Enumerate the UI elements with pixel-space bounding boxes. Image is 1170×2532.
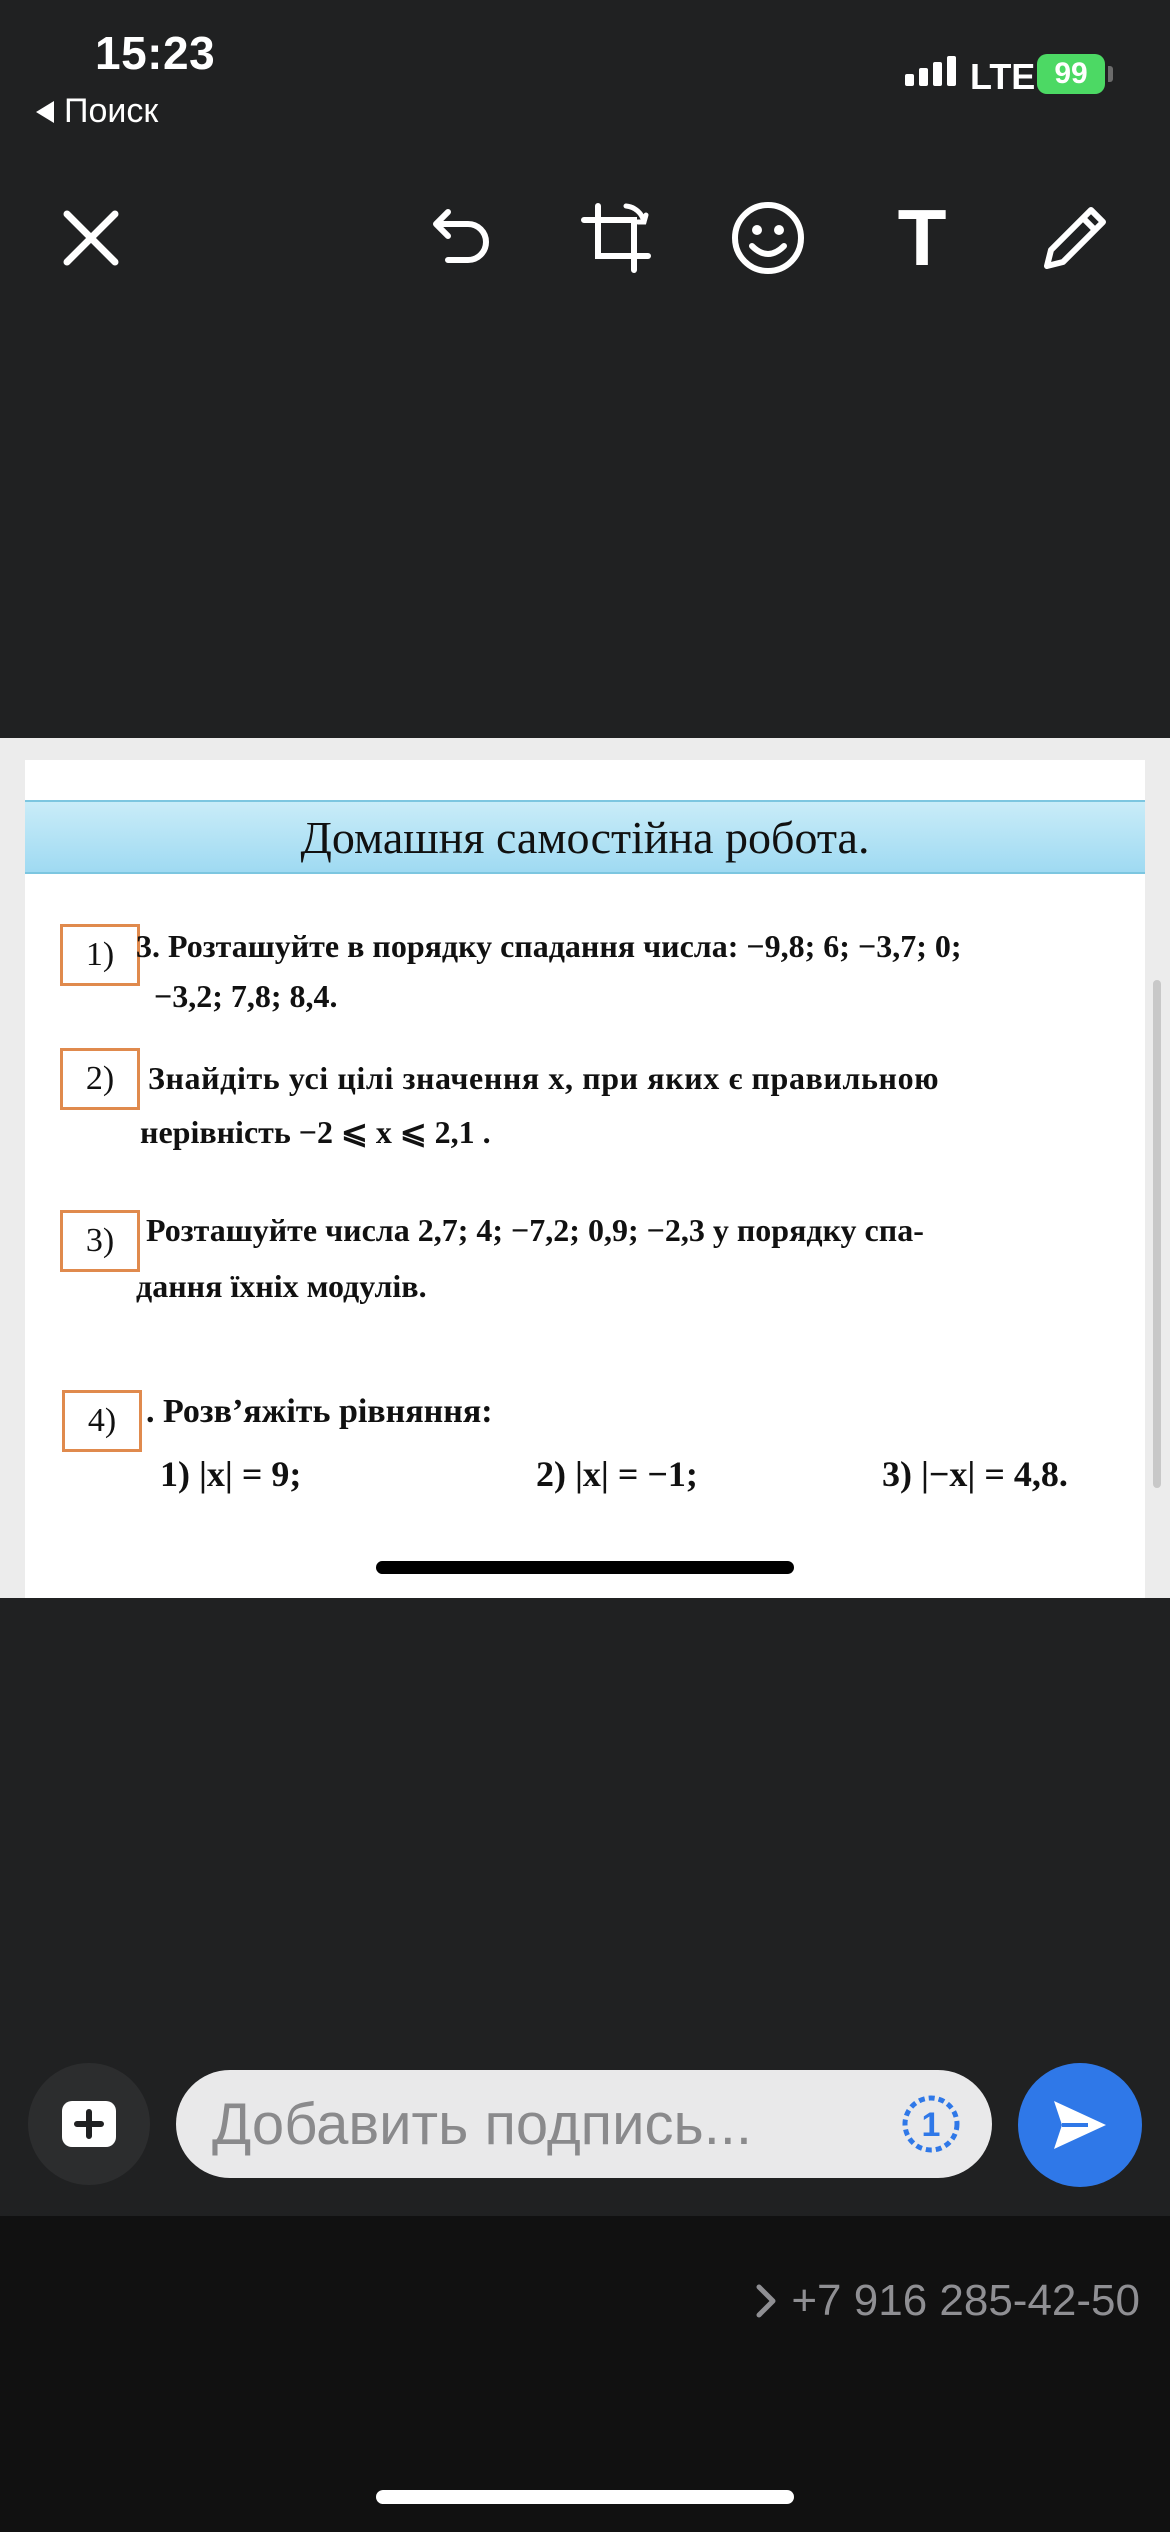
photo-home-indicator <box>376 1561 794 1574</box>
task-2-line-2: нерівність −2 ⩽ x ⩽ 2,1 . <box>140 1114 491 1150</box>
task-4-heading: . Розв’яжіть рівняння: <box>146 1393 493 1430</box>
preview-scrollbar[interactable] <box>1153 980 1161 1488</box>
view-once-count: 1 <box>921 2106 941 2144</box>
battery-cap <box>1108 66 1113 82</box>
chevron-right-icon <box>755 2283 777 2319</box>
recipient[interactable] <box>755 2276 1140 2326</box>
send-button[interactable] <box>1018 2063 1142 2187</box>
task-number-box: 3) <box>60 1210 140 1272</box>
back-to-search[interactable] <box>36 92 158 131</box>
undo-button[interactable] <box>416 193 506 283</box>
task-1-line-2: −3,2; 7,8; 8,4. <box>154 978 338 1014</box>
crop-icon <box>578 200 654 276</box>
text-tool-button[interactable] <box>877 193 967 283</box>
task-2-line-1: Знайдіть усі цілі значення x, при яких є правильною <box>148 1060 940 1096</box>
task-3-line-2: дання їхніх модулів. <box>136 1268 427 1304</box>
back-label: Поиск <box>64 92 159 130</box>
equation-1: 1) |x| = 9; <box>160 1454 302 1494</box>
crop-button[interactable] <box>571 193 661 283</box>
task-number-box: 2) <box>60 1048 140 1110</box>
undo-icon <box>426 206 496 270</box>
add-media-icon <box>62 2101 116 2147</box>
recipient-phone: +7 916 285-42-50 <box>791 2276 1140 2325</box>
close-icon <box>61 208 121 268</box>
status-time: 15:23 <box>95 27 216 79</box>
task-3-line-1: Розташуйте числа 2,7; 4; −7,2; 0,9; −2,3 у порядку спа- <box>146 1212 924 1248</box>
signal-icon <box>905 56 956 86</box>
pencil-icon <box>1037 200 1113 276</box>
send-icon <box>1048 2093 1112 2157</box>
battery-indicator <box>1037 54 1105 94</box>
text-tool-icon: T <box>897 193 947 282</box>
battery-level: 99 <box>1054 57 1088 90</box>
back-arrow-icon <box>36 101 54 123</box>
task-number-box: 4) <box>62 1390 142 1452</box>
task-number-box: 1) <box>60 924 140 986</box>
network-type: LTE <box>970 56 1036 97</box>
add-media-button[interactable] <box>28 2063 150 2185</box>
footer-bar <box>0 2216 1170 2532</box>
task-1-line-1: 3. Розташуйте в порядку спадання числа: −9,8; 6; −3,7; 0; <box>136 928 962 964</box>
caption-input[interactable] <box>210 2090 854 2159</box>
emoji-icon <box>730 200 806 276</box>
draw-button[interactable] <box>1030 193 1120 283</box>
close-button[interactable] <box>46 193 136 283</box>
worksheet-title: Домашня самостійна робота. <box>25 800 1145 874</box>
home-indicator[interactable] <box>376 2490 794 2504</box>
view-once-icon[interactable] <box>900 2093 962 2155</box>
equation-2: 2) |x| = −1; <box>536 1454 698 1494</box>
equation-3: 3) |−x| = 4,8. <box>882 1454 1068 1494</box>
emoji-button[interactable] <box>723 193 813 283</box>
caption-field[interactable] <box>176 2070 992 2178</box>
